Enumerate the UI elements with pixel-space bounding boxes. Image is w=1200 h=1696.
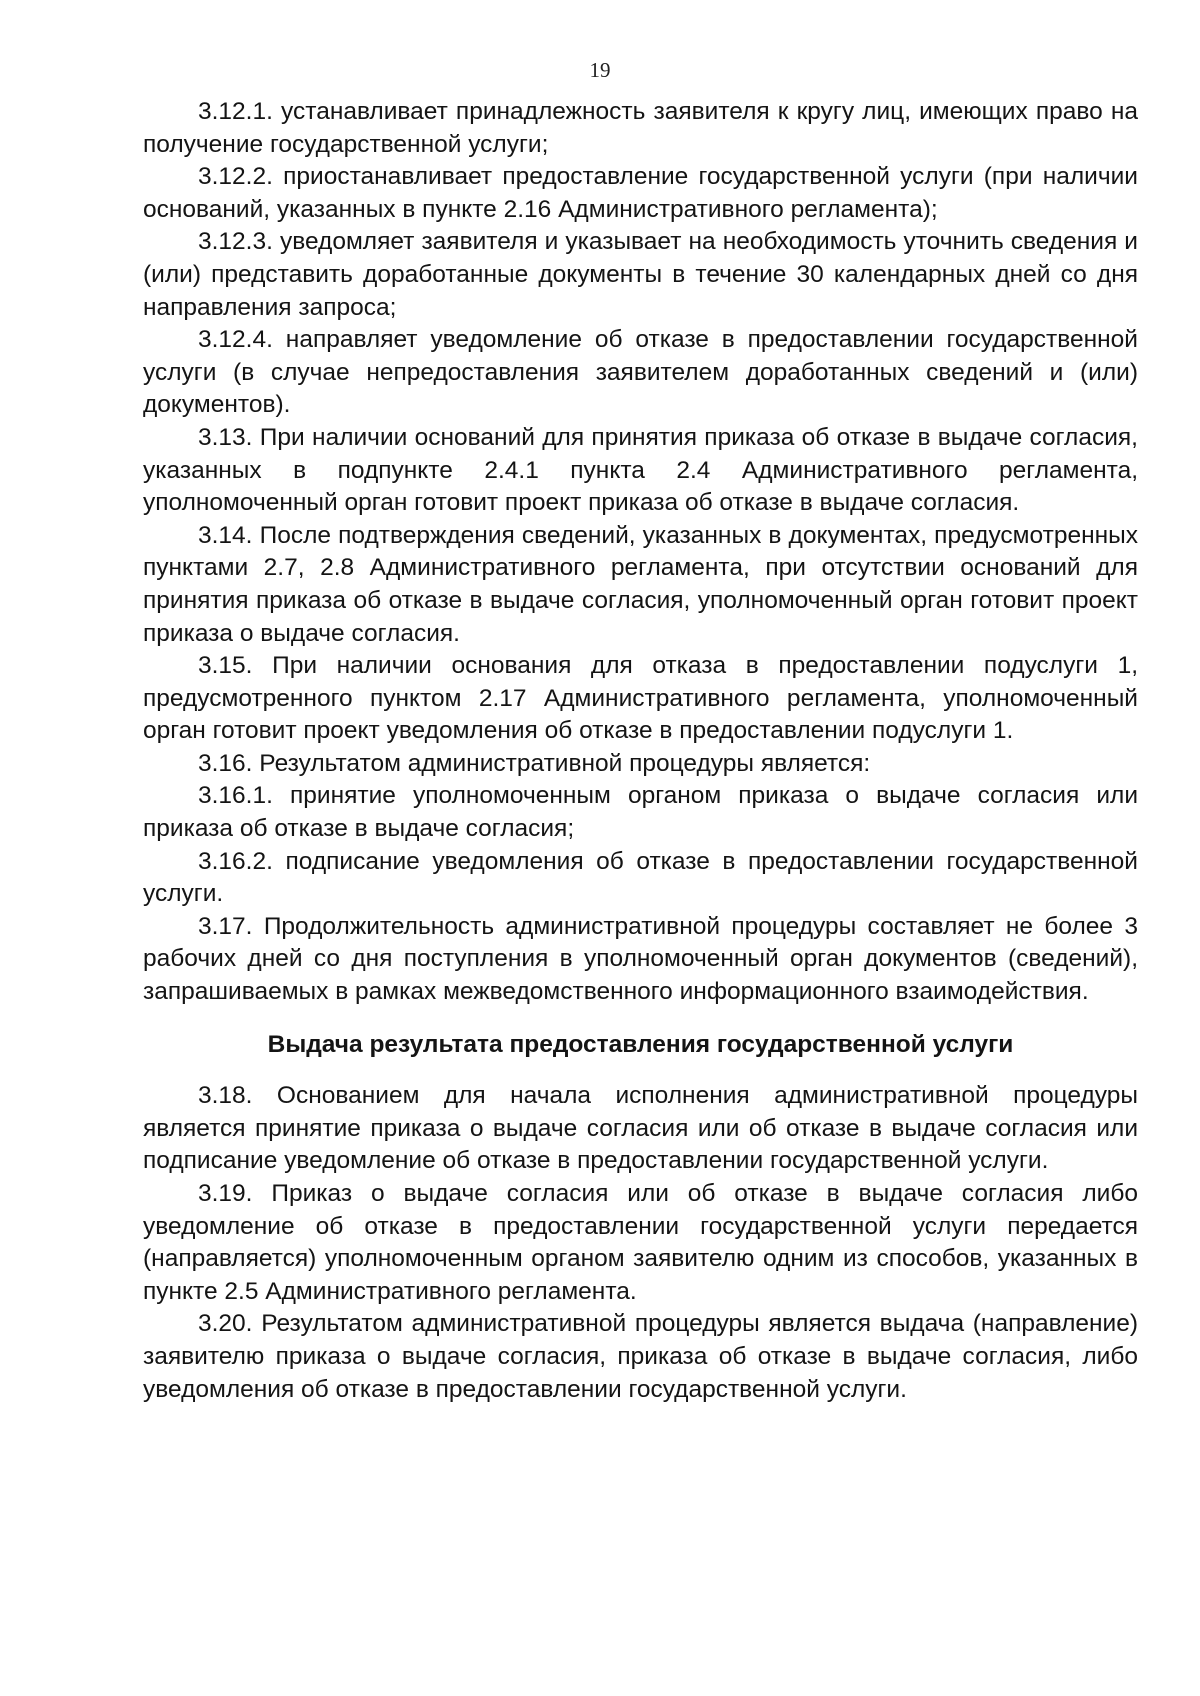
- document-body: [143, 96, 1138, 1406]
- page-number: 19: [589, 58, 611, 82]
- paragraph-3-16-2: 3.16.2. подписание уведомления об отказе в предоставлении государственной услуги.: [143, 847, 1138, 908]
- section-heading: Выдача результата предоставления государственной услуги: [267, 1030, 1014, 1058]
- paragraph-3-15: 3.15. При наличии основания для отказа в предоставлении подуслуги 1, предусмотренного пунктом 2.17 Административного регламента, уполномоченный орган готовит проект уведомления об отказе в предоставлении подуслуги 1.: [143, 652, 1138, 745]
- paragraph-3-17: 3.17. Продолжительность административной процедуры составляет не более 3 рабочих дней со дня поступления в уполномоченный орган документов (сведений), запрашиваемых в рамках межведомственного информационного взаимодействия.: [143, 912, 1138, 1006]
- paragraph-3-12-1: 3.12.1. устанавливает принадлежность заявителя к кругу лиц, имеющих право на получение государственной услуги;: [143, 98, 1138, 158]
- paragraph-3-12-2: 3.12.2. приостанавливает предоставление государственной услуги (при наличии оснований, указанных в пункте 2.16 Административного регламента);: [143, 163, 1138, 223]
- paragraph-3-20: 3.20. Результатом административной процедуры является выдача (направление) заявителю приказа о выдаче согласия, приказа об отказе в выдаче согласия, либо уведомления об отказе в предоставлении государственной услуги.: [143, 1310, 1138, 1403]
- paragraph-3-12-3: 3.12.3. уведомляет заявителя и указывает на необходимость уточнить сведения и (или) представить доработанные документы в течение 30 календарных дней со дня направления запроса;: [143, 228, 1138, 321]
- paragraph-3-19: 3.19. Приказ о выдаче согласия или об отказе в выдаче согласия либо уведомление об отказе в предоставлении государственной услуги передается (направляется) уполномоченным органом заявителю одним из способов, указанных в пункте 2.5 Административного регламента.: [143, 1180, 1138, 1305]
- paragraph-3-12-4: 3.12.4. направляет уведомление об отказе в предоставлении государственной услуги (в случае непредоставления заявителем доработанных сведений и (или) документов).: [143, 326, 1138, 419]
- paragraph-3-13: 3.13. При наличии оснований для принятия приказа об отказе в выдаче согласия, указанных в подпункте 2.4.1 пункта 2.4 Административного регламента, уполномоченный орган готовит проект приказа об отказе в выдаче согласия.: [143, 423, 1138, 517]
- paragraph-3-16-1: 3.16.1. принятие уполномоченным органом приказа о выдаче согласия или приказа об отказе в выдаче согласия;: [143, 782, 1138, 843]
- paragraph-3-16: 3.16. Результатом административной процедуры является:: [198, 749, 871, 777]
- paragraph-3-18: 3.18. Основанием для начала исполнения административной процедуры является принятие приказа о выдаче согласия или об отказе в выдаче согласия или подписание уведомление об отказе в предоставлении государственной услуги.: [143, 1082, 1138, 1175]
- paragraph-3-14: 3.14. После подтверждения сведений, указанных в документах, предусмотренных пунктами 2.7, 2.8 Административного регламента, при отсутствии оснований для принятия приказа об отказе в выдаче согласия, уполномоченный орган готовит проект приказа о выдаче согласия.: [143, 521, 1138, 647]
